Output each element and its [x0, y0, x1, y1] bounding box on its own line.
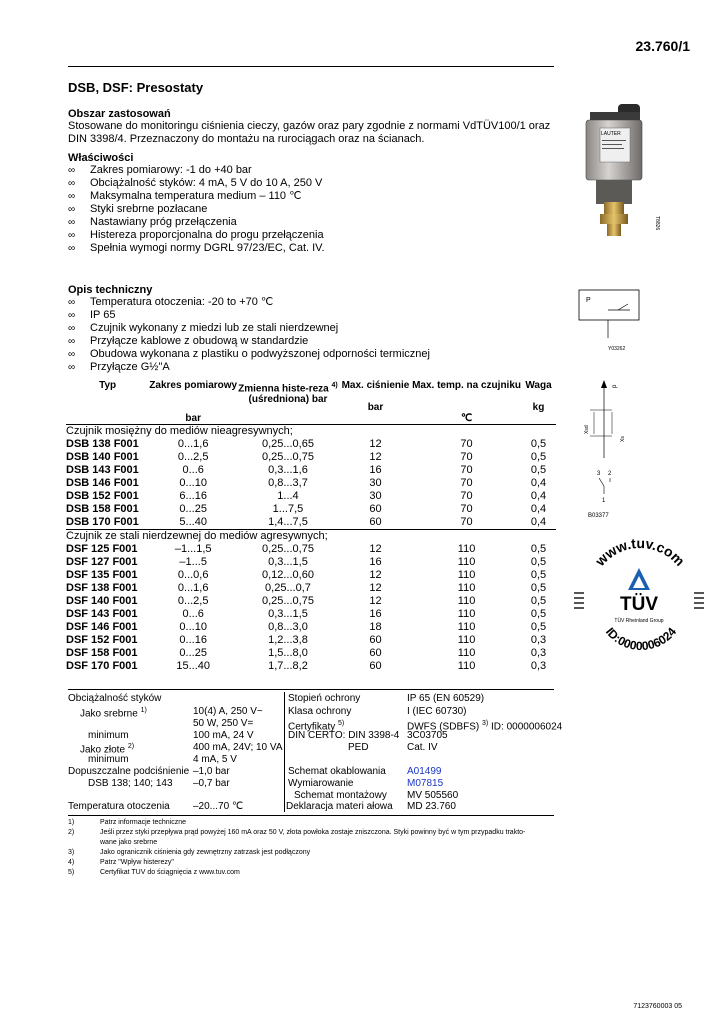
bullet-icon: ∞	[68, 165, 76, 176]
bullet-icon: ∞	[68, 310, 76, 321]
bullet-icon: ∞	[68, 349, 76, 360]
value-cell: 110	[457, 634, 476, 646]
footnote: 2) Jeśli przez styki przepływa prąd powyżej 160 mA oraz 50 V, złota powłoka zostaje zniszczona. Styki powinny być w tym przypadku trakto-	[68, 829, 526, 836]
hysteresis-diagram	[582, 378, 642, 523]
value-cell: 1,4...7,5	[268, 516, 308, 528]
value-cell: 0...6	[182, 608, 204, 620]
model-cell: DSF 143 F001	[66, 608, 138, 620]
features-text: Maksymalna temperatura medium – 110 ℃	[90, 190, 302, 202]
model-cell: DSF 158 F001	[66, 647, 138, 659]
model-cell: DSF 135 F001	[66, 569, 138, 581]
value-cell: 60	[369, 660, 382, 672]
features-text: Nastawiany próg przełączenia	[90, 216, 237, 228]
spec-dims-label: Wymiarowanie	[288, 778, 354, 789]
technical-text: Przyłącze G½"A	[90, 361, 170, 373]
value-cell: 0,3	[530, 647, 547, 659]
value-cell: 0...2,5	[177, 595, 209, 607]
value-cell: 18	[369, 621, 382, 633]
table-row	[66, 503, 556, 516]
value-cell: 0,5	[530, 569, 547, 581]
table-row	[66, 543, 556, 556]
bullet-icon: ∞	[68, 336, 76, 347]
model-cell: DSF 127 F001	[66, 556, 138, 568]
value-cell: 12	[369, 569, 382, 581]
technical-item	[68, 335, 558, 348]
svg-text:ID:0000006024	[603, 625, 679, 654]
value-cell: 60	[369, 516, 382, 528]
diagram-code: B03377	[588, 513, 609, 519]
value-cell: 70	[460, 464, 473, 476]
bullet-icon: ∞	[68, 323, 76, 334]
footnote: 5) Certyfikat TUV do ściągnięcia z www.tuv.com	[68, 869, 240, 876]
col-range: Zakres pomiarowy	[149, 380, 238, 391]
col-type: Typ	[99, 380, 117, 391]
device-brand-label: LAUTER	[601, 131, 621, 137]
diagram-xsd: Xsd	[584, 425, 590, 434]
features-item	[68, 164, 558, 177]
table-group-heading: Czujnik ze stali nierdzewnej do mediów agresywnych;	[66, 530, 556, 544]
spec-ped-value: Cat. IV	[407, 742, 438, 753]
value-cell: 0,5	[530, 464, 547, 476]
spec-gold-label: Jako złote $^{2)}$	[80, 743, 135, 756]
model-cell: DSF 138 F001	[66, 582, 138, 594]
value-cell: 12	[369, 595, 382, 607]
table-row	[66, 451, 556, 464]
bullet-icon: ∞	[68, 204, 76, 215]
header-rule	[68, 66, 554, 67]
table-row	[66, 477, 556, 490]
model-cell: DSB 140 F001	[66, 451, 139, 463]
bullet-icon: ∞	[68, 217, 76, 228]
value-cell: 110	[457, 569, 476, 581]
spec-cert-label: Certyfikaty $^{5)}$	[288, 720, 345, 733]
value-cell: 5...40	[179, 516, 207, 528]
value-cell: 60	[369, 503, 382, 515]
table-group-heading: Czujnik mosiężny do mediów nieagresywnych;	[66, 425, 556, 439]
model-cell: DSF 152 F001	[66, 634, 138, 646]
features-item	[68, 216, 558, 229]
spec-mount-label: Schemat montażowy	[294, 790, 387, 801]
value-cell: 0,25...0,65	[261, 438, 314, 450]
spec-din-value: 3C03705	[407, 730, 448, 741]
product-photo	[560, 98, 700, 248]
features-text: Zakres pomiarowy: -1 do +40 bar	[90, 164, 252, 176]
model-cell: DSF 146 F001	[66, 621, 138, 633]
value-cell: 0...10	[179, 477, 207, 489]
spec-wiring-label: Schemat okablowania	[288, 766, 386, 777]
value-cell: 12	[369, 451, 382, 463]
value-cell: 0...6	[182, 464, 204, 476]
bullet-icon: ∞	[68, 230, 76, 241]
table-row	[66, 582, 556, 595]
technical-heading: Opis techniczny	[68, 284, 153, 296]
technical-text: Przyłącze kablowe z obudową w standardzie	[90, 335, 309, 347]
model-cell: DSF 170 F001	[66, 660, 138, 672]
photo-code: T8826	[654, 216, 660, 231]
value-cell: 110	[457, 556, 476, 568]
specs-block	[68, 692, 563, 814]
value-cell: 6...16	[179, 490, 207, 502]
value-cell: 110	[457, 543, 476, 555]
model-cell: DSB 138 F001	[66, 438, 139, 450]
page-code: 7123760003 05	[633, 1003, 682, 1010]
spec-dsb-value: –0,7 bar	[193, 778, 230, 789]
spec-table-wrap	[66, 380, 556, 673]
spec-min-label2: minimum	[88, 754, 129, 765]
tuv-certificate-badge	[572, 534, 707, 674]
features-item	[68, 203, 558, 216]
spec-silver-value2: 50 W, 250 V=	[193, 718, 254, 729]
technical-section	[68, 284, 558, 374]
value-cell: 110	[457, 647, 476, 659]
diagram-2: 2	[608, 471, 612, 477]
spec-material-value: MD 23.760	[407, 801, 456, 812]
spec-temp-label: Temperatura otoczenia	[68, 801, 170, 812]
value-cell: 0,8...3,7	[268, 477, 308, 489]
value-cell: 0,4	[530, 477, 547, 489]
value-cell: –1...5	[179, 556, 207, 568]
value-cell: 0,25...0,75	[261, 543, 314, 555]
page-title: DSB, DSF: Presostaty	[68, 80, 204, 95]
model-cell: DSB 158 F001	[66, 503, 139, 515]
value-cell: 110	[457, 660, 476, 672]
spec-ip-label: Stopień ochrony	[288, 693, 361, 704]
value-cell: 1,5...8,0	[268, 647, 308, 659]
value-cell: 1...7,5	[272, 503, 304, 515]
symbol-p-label: P	[586, 297, 591, 304]
model-cell: DSF 125 F001	[66, 543, 138, 555]
value-cell: 0,3...1,5	[268, 608, 308, 620]
diagram-xs: Xs	[620, 436, 626, 442]
value-cell: 0...10	[179, 621, 207, 633]
features-list	[68, 164, 558, 255]
col-weight: Waga kg	[525, 380, 552, 413]
features-item	[68, 229, 558, 242]
spec-vacuum-value: –1,0 bar	[193, 766, 230, 777]
value-cell: 110	[457, 582, 476, 594]
features-text: Spełnia wymogi normy DGRL 97/23/EC, Cat. IV.	[90, 242, 325, 254]
spec-class-label: Klasa ochrony	[288, 706, 352, 717]
value-cell: 12	[369, 438, 382, 450]
table-row	[66, 464, 556, 477]
symbol-code: Y03262	[608, 346, 626, 352]
value-cell: 110	[457, 608, 476, 620]
table-row	[66, 660, 556, 673]
table-row	[66, 595, 556, 608]
spec-min-value2: 4 mA, 5 V	[193, 754, 237, 765]
diagram-p: p	[612, 384, 618, 388]
value-cell: 70	[460, 451, 473, 463]
technical-item	[68, 348, 558, 361]
technical-item	[68, 361, 558, 374]
spec-gold-value: 400 mA, 24V; 10 VA	[193, 742, 283, 753]
col-hyst: Zmienna histe-reza $^{4)}$ (uśredniona) bar	[238, 382, 338, 406]
specs-top-rule	[68, 689, 554, 690]
spec-mount-value: MV 505560	[407, 790, 459, 801]
switch-symbol	[578, 288, 658, 358]
value-cell: 0,12...0,60	[261, 569, 314, 581]
value-cell: 0,5	[530, 438, 547, 450]
specs-bottom-rule	[68, 815, 554, 816]
technical-list	[68, 296, 558, 374]
value-cell: 0...16	[179, 634, 207, 646]
features-text: Styki srebrne pozłacane	[90, 203, 208, 215]
application-heading: Obszar zastosowań	[68, 108, 171, 120]
bullet-icon: ∞	[68, 191, 76, 202]
spec-din-label: DIN CERTO: DIN 3398-4	[288, 730, 400, 741]
technical-item	[68, 322, 558, 335]
footnote: 1) Patrz informacje techniczne	[68, 819, 186, 826]
value-cell: 0,4	[530, 503, 547, 515]
value-cell: 12	[369, 543, 382, 555]
value-cell: 30	[369, 490, 382, 502]
tuv-url: www.tuv.com	[591, 534, 688, 569]
spec-cert-value: DWFS (SDBFS) $^{3)}$ ID: 0000006024	[407, 720, 563, 733]
spec-min-value1: 100 mA, 24 V	[193, 730, 254, 741]
value-cell: 12	[369, 582, 382, 594]
value-cell: 1,7...8,2	[268, 660, 308, 672]
technical-text: Czujnik wykonany z miedzi lub ze stali nierdzewnej	[90, 322, 339, 334]
value-cell: 16	[369, 608, 382, 620]
model-cell: DSB 170 F001	[66, 516, 139, 528]
value-cell: 1,2...3,8	[268, 634, 308, 646]
value-cell: 60	[369, 647, 382, 659]
spec-wiring-link[interactable]: A01499	[407, 766, 442, 777]
table-row	[66, 647, 556, 660]
value-cell: 0,5	[530, 556, 547, 568]
technical-text: Temperatura otoczenia: -20 to +70 ℃	[90, 296, 274, 308]
footnotes	[68, 818, 558, 878]
value-cell: 0,3	[530, 634, 547, 646]
value-cell: 0,8...3,0	[268, 621, 308, 633]
col-maxt: Max. temp. na czujniku	[412, 380, 522, 391]
features-item	[68, 242, 558, 255]
spec-material-label: Deklaracja materi ałowa	[286, 801, 393, 812]
features-section	[68, 152, 558, 255]
value-cell: 0...2,5	[177, 451, 209, 463]
value-cell: 16	[369, 464, 382, 476]
features-item	[68, 190, 558, 203]
model-cell: DSF 140 F001	[66, 595, 138, 607]
spec-dims-link[interactable]: M07815	[407, 778, 444, 789]
value-cell: 0,3...1,5	[268, 556, 308, 568]
value-cell: 0,3...1,6	[268, 464, 308, 476]
application-section	[68, 108, 558, 146]
value-cell: 0,5	[530, 608, 547, 620]
features-text: Histereza proporcjonalna do progu przełączenia	[90, 229, 324, 241]
value-cell: 0...25	[179, 647, 207, 659]
value-cell: 70	[460, 516, 473, 528]
model-cell: DSB 152 F001	[66, 490, 139, 502]
unit-bar: bar	[185, 413, 201, 424]
features-heading: Właściwości	[68, 152, 134, 164]
value-cell: 0...1,6	[177, 582, 209, 594]
value-cell: 15...40	[176, 660, 210, 672]
table-row	[66, 608, 556, 621]
value-cell: 0,4	[530, 490, 547, 502]
spec-ped-label: PED	[348, 742, 369, 753]
spec-vacuum-label: Dopuszczalne podciśnienie	[68, 766, 190, 777]
model-cell: DSB 146 F001	[66, 477, 139, 489]
technical-item	[68, 309, 558, 322]
value-cell: 70	[460, 477, 473, 489]
svg-text:www.tuv.com	[591, 535, 688, 570]
value-cell: 0,5	[530, 451, 547, 463]
tuv-group: TÜV Rheinland Group	[614, 618, 664, 624]
technical-item	[68, 296, 558, 309]
spec-silver-label: Jako srebrne $^{1)}$	[80, 707, 147, 720]
specs-divider	[284, 692, 285, 812]
value-cell: 60	[369, 634, 382, 646]
spec-min-label: minimum	[88, 730, 129, 741]
spec-class-value: I (IEC 60730)	[407, 706, 467, 717]
technical-text: IP 65	[90, 309, 116, 321]
spec-contact-label: Obciążalność styków	[68, 693, 162, 704]
value-cell: 0,5	[530, 582, 547, 594]
value-cell: 0,25...0,7	[265, 582, 311, 594]
spec-dsb-label: DSB 138; 140; 143	[88, 778, 173, 789]
footnote: 4) Patrz "Wpływ histerezy"	[68, 859, 174, 866]
value-cell: 0,4	[530, 516, 547, 528]
table-row	[66, 634, 556, 647]
technical-text: Obudowa wykonana z plastiku o podwyższonej odporności termicznej	[90, 348, 430, 360]
value-cell: 70	[460, 503, 473, 515]
table-row	[66, 556, 556, 569]
bullet-icon: ∞	[68, 362, 76, 373]
bullet-icon: ∞	[68, 297, 76, 308]
spec-ip-value: IP 65 (EN 60529)	[407, 693, 485, 704]
model-cell: DSB 143 F001	[66, 464, 139, 476]
value-cell: 0...0,6	[177, 569, 209, 581]
value-cell: 0,5	[530, 621, 547, 633]
spec-silver-value1: 10(4) A, 250 V~	[193, 706, 263, 717]
value-cell: –1...1,5	[174, 543, 212, 555]
value-cell: 30	[369, 477, 382, 489]
features-item	[68, 177, 558, 190]
table-row	[66, 516, 556, 530]
value-cell: 16	[369, 556, 382, 568]
value-cell: 0,3	[530, 660, 547, 672]
value-cell: 110	[457, 621, 476, 633]
value-cell: 1...4	[277, 490, 299, 502]
unit-c: ℃	[460, 413, 473, 424]
document-number: 23.760/1	[635, 38, 690, 54]
diagram-1: 1	[602, 498, 606, 504]
features-text: Obciążalność styków: 4 mA, 5 V do 10 A, 250 V	[90, 177, 323, 189]
table-row	[66, 569, 556, 582]
value-cell: 0,25...0,75	[261, 595, 314, 607]
value-cell: 0...1,6	[177, 438, 209, 450]
value-cell: 70	[460, 438, 473, 450]
spec-table	[66, 380, 556, 673]
table-row	[66, 490, 556, 503]
table-row	[66, 621, 556, 634]
tuv-id: ID:0000006024	[602, 624, 680, 654]
value-cell: 0,25...0,75	[261, 451, 314, 463]
spec-temp-value: –20...70 ℃	[193, 801, 244, 812]
diagram-3: 3	[597, 471, 601, 477]
value-cell: 70	[460, 490, 473, 502]
value-cell: 0,5	[530, 595, 547, 607]
tuv-name: TÜV	[620, 594, 658, 615]
footnote: 3) Jako ogranicznik ciśnienia gdy zewnętrzny zatrzask jest podłączony	[68, 849, 311, 856]
table-row	[66, 438, 556, 451]
value-cell: 110	[457, 595, 476, 607]
value-cell: 0...25	[179, 503, 207, 515]
bullet-icon: ∞	[68, 243, 76, 254]
application-text: Stosowane do monitoringu ciśnienia cieczy, gazów oraz pary zgodnie z normami VdTÜV100/1 oraz DIN 3398/4. Przeznaczony do montażu na rurociągach oraz na ścianach.	[68, 120, 551, 145]
value-cell: 0,5	[530, 543, 547, 555]
col-maxp: Max. ciśnienie bar	[341, 380, 410, 413]
bullet-icon: ∞	[68, 178, 76, 189]
footnote: wane jako srebrne	[100, 839, 158, 846]
